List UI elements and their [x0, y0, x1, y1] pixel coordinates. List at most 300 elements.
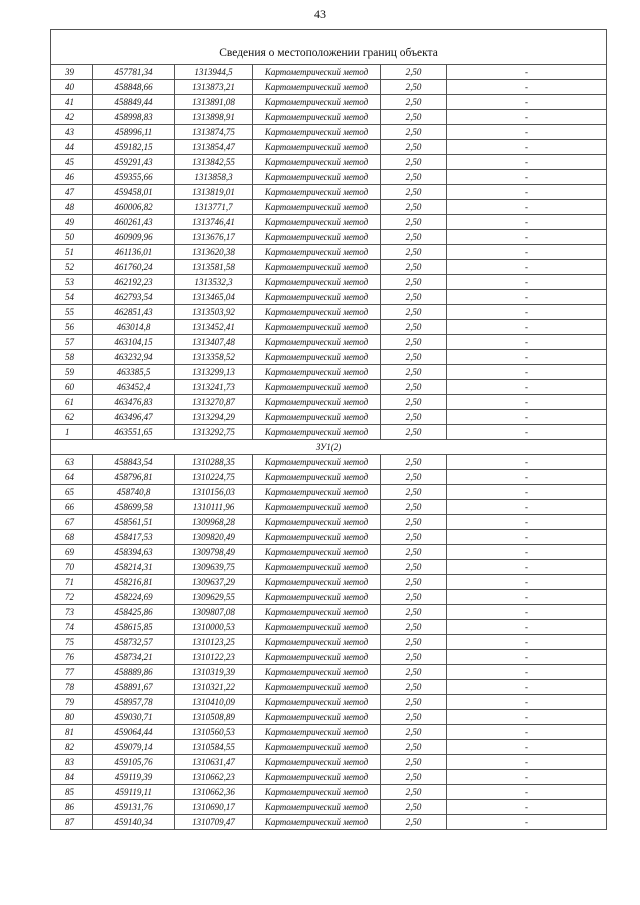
x-coordinate-cell: 458849,44: [93, 95, 175, 110]
x-coordinate-cell: 459079,14: [93, 740, 175, 755]
method-cell: Картометрический метод: [253, 605, 381, 620]
point-number-cell: 70: [51, 560, 93, 575]
table-row: [51, 530, 607, 545]
accuracy-cell: 2,50: [381, 680, 447, 695]
method-cell: Картометрический метод: [253, 230, 381, 245]
title-row: [51, 30, 607, 65]
table-row: [51, 260, 607, 275]
table-row: [51, 80, 607, 95]
y-coordinate-cell: 1313270,87: [175, 395, 253, 410]
extra-cell: -: [447, 725, 607, 740]
table-row: [51, 815, 607, 830]
y-coordinate-cell: 1313294,29: [175, 410, 253, 425]
method-cell: Картометрический метод: [253, 275, 381, 290]
y-coordinate-cell: 1310111,96: [175, 500, 253, 515]
y-coordinate-cell: 1313873,21: [175, 80, 253, 95]
extra-cell: -: [447, 230, 607, 245]
x-coordinate-cell: 461136,01: [93, 245, 175, 260]
extra-cell: -: [447, 215, 607, 230]
method-cell: Картометрический метод: [253, 665, 381, 680]
extra-cell: -: [447, 410, 607, 425]
method-cell: Картометрический метод: [253, 695, 381, 710]
method-cell: Картометрический метод: [253, 575, 381, 590]
table-row: [51, 125, 607, 140]
y-coordinate-cell: 1310709,47: [175, 815, 253, 830]
table-row: [51, 380, 607, 395]
table-row: [51, 650, 607, 665]
table-row: [51, 800, 607, 815]
y-coordinate-cell: 1310319,39: [175, 665, 253, 680]
accuracy-cell: 2,50: [381, 725, 447, 740]
y-coordinate-cell: 1313292,75: [175, 425, 253, 440]
point-number-cell: 46: [51, 170, 93, 185]
y-coordinate-cell: 1310662,23: [175, 770, 253, 785]
accuracy-cell: 2,50: [381, 275, 447, 290]
table-row: [51, 410, 607, 425]
y-coordinate-cell: 1310560,53: [175, 725, 253, 740]
x-coordinate-cell: 458996,11: [93, 125, 175, 140]
extra-cell: -: [447, 380, 607, 395]
table-row: [51, 350, 607, 365]
point-number-cell: 56: [51, 320, 93, 335]
accuracy-cell: 2,50: [381, 155, 447, 170]
accuracy-cell: 2,50: [381, 530, 447, 545]
extra-cell: -: [447, 365, 607, 380]
accuracy-cell: 2,50: [381, 590, 447, 605]
accuracy-cell: 2,50: [381, 365, 447, 380]
extra-cell: -: [447, 560, 607, 575]
extra-cell: -: [447, 125, 607, 140]
table-row: [51, 320, 607, 335]
y-coordinate-cell: 1313842,55: [175, 155, 253, 170]
point-number-cell: 78: [51, 680, 93, 695]
extra-cell: -: [447, 320, 607, 335]
point-number-cell: 87: [51, 815, 93, 830]
x-coordinate-cell: 458615,85: [93, 620, 175, 635]
point-number-cell: 40: [51, 80, 93, 95]
extra-cell: -: [447, 185, 607, 200]
method-cell: Картометрический метод: [253, 470, 381, 485]
table-row: [51, 110, 607, 125]
y-coordinate-cell: 1313898,91: [175, 110, 253, 125]
extra-cell: -: [447, 530, 607, 545]
y-coordinate-cell: 1313465,04: [175, 290, 253, 305]
method-cell: Картометрический метод: [253, 650, 381, 665]
extra-cell: -: [447, 350, 607, 365]
y-coordinate-cell: 1313746,41: [175, 215, 253, 230]
accuracy-cell: 2,50: [381, 455, 447, 470]
method-cell: Картометрический метод: [253, 590, 381, 605]
accuracy-cell: 2,50: [381, 770, 447, 785]
x-coordinate-cell: 459119,39: [93, 770, 175, 785]
y-coordinate-cell: 1309968,28: [175, 515, 253, 530]
extra-cell: -: [447, 710, 607, 725]
extra-cell: -: [447, 605, 607, 620]
extra-cell: -: [447, 650, 607, 665]
point-number-cell: 66: [51, 500, 93, 515]
method-cell: Картометрический метод: [253, 110, 381, 125]
table-row: [51, 545, 607, 560]
method-cell: Картометрический метод: [253, 320, 381, 335]
accuracy-cell: 2,50: [381, 470, 447, 485]
y-coordinate-cell: 1310508,89: [175, 710, 253, 725]
accuracy-cell: 2,50: [381, 575, 447, 590]
accuracy-cell: 2,50: [381, 545, 447, 560]
table-row: [51, 680, 607, 695]
method-cell: Картометрический метод: [253, 770, 381, 785]
point-number-cell: 60: [51, 380, 93, 395]
y-coordinate-cell: 1310000,53: [175, 620, 253, 635]
extra-cell: -: [447, 815, 607, 830]
x-coordinate-cell: 458425,86: [93, 605, 175, 620]
method-cell: Картометрический метод: [253, 545, 381, 560]
table-title: Сведения о местоположении границ объекта: [219, 47, 438, 59]
accuracy-cell: 2,50: [381, 65, 447, 80]
point-number-cell: 64: [51, 470, 93, 485]
accuracy-cell: 2,50: [381, 290, 447, 305]
accuracy-cell: 2,50: [381, 425, 447, 440]
y-coordinate-cell: 1310123,25: [175, 635, 253, 650]
accuracy-cell: 2,50: [381, 335, 447, 350]
y-coordinate-cell: 1313503,92: [175, 305, 253, 320]
x-coordinate-cell: 463452,4: [93, 380, 175, 395]
y-coordinate-cell: 1313581,58: [175, 260, 253, 275]
point-number-cell: 1: [51, 425, 93, 440]
table-row: [51, 425, 607, 440]
extra-cell: -: [447, 65, 607, 80]
point-number-cell: 41: [51, 95, 93, 110]
point-number-cell: 61: [51, 395, 93, 410]
table-row: [51, 740, 607, 755]
y-coordinate-cell: 1313241,73: [175, 380, 253, 395]
y-coordinate-cell: 1310288,35: [175, 455, 253, 470]
accuracy-cell: 2,50: [381, 320, 447, 335]
table-body: [51, 30, 607, 830]
y-coordinate-cell: 1309637,29: [175, 575, 253, 590]
y-coordinate-cell: 1313620,38: [175, 245, 253, 260]
table-row: [51, 470, 607, 485]
point-number-cell: 49: [51, 215, 93, 230]
point-number-cell: 63: [51, 455, 93, 470]
point-number-cell: 62: [51, 410, 93, 425]
accuracy-cell: 2,50: [381, 230, 447, 245]
point-number-cell: 84: [51, 770, 93, 785]
y-coordinate-cell: 1310410,09: [175, 695, 253, 710]
y-coordinate-cell: 1310584,55: [175, 740, 253, 755]
accuracy-cell: 2,50: [381, 395, 447, 410]
method-cell: Картометрический метод: [253, 425, 381, 440]
table-row: [51, 710, 607, 725]
extra-cell: -: [447, 620, 607, 635]
extra-cell: -: [447, 245, 607, 260]
table-row: [51, 725, 607, 740]
x-coordinate-cell: 458216,81: [93, 575, 175, 590]
table-row: [51, 695, 607, 710]
extra-cell: -: [447, 95, 607, 110]
accuracy-cell: 2,50: [381, 95, 447, 110]
x-coordinate-cell: 459030,71: [93, 710, 175, 725]
method-cell: Картометрический метод: [253, 680, 381, 695]
accuracy-cell: 2,50: [381, 260, 447, 275]
x-coordinate-cell: 458734,21: [93, 650, 175, 665]
y-coordinate-cell: 1310631,47: [175, 755, 253, 770]
x-coordinate-cell: 459182,15: [93, 140, 175, 155]
point-number-cell: 42: [51, 110, 93, 125]
method-cell: Картометрический метод: [253, 485, 381, 500]
extra-cell: -: [447, 260, 607, 275]
extra-cell: -: [447, 200, 607, 215]
table-row: [51, 335, 607, 350]
accuracy-cell: 2,50: [381, 200, 447, 215]
extra-cell: -: [447, 140, 607, 155]
method-cell: Картометрический метод: [253, 95, 381, 110]
accuracy-cell: 2,50: [381, 170, 447, 185]
method-cell: Картометрический метод: [253, 785, 381, 800]
extra-cell: -: [447, 455, 607, 470]
table-row: [51, 770, 607, 785]
table-row: [51, 365, 607, 380]
extra-cell: -: [447, 80, 607, 95]
method-cell: Картометрический метод: [253, 290, 381, 305]
extra-cell: -: [447, 305, 607, 320]
extra-cell: -: [447, 800, 607, 815]
point-number-cell: 76: [51, 650, 93, 665]
extra-cell: -: [447, 665, 607, 680]
method-cell: Картометрический метод: [253, 635, 381, 650]
x-coordinate-cell: 459131,76: [93, 800, 175, 815]
point-number-cell: 58: [51, 350, 93, 365]
method-cell: Картометрический метод: [253, 305, 381, 320]
point-number-cell: 59: [51, 365, 93, 380]
point-number-cell: 51: [51, 245, 93, 260]
point-number-cell: 85: [51, 785, 93, 800]
table-row: [51, 140, 607, 155]
x-coordinate-cell: 458394,63: [93, 545, 175, 560]
x-coordinate-cell: 463496,47: [93, 410, 175, 425]
x-coordinate-cell: 458957,78: [93, 695, 175, 710]
x-coordinate-cell: 459458,01: [93, 185, 175, 200]
method-cell: Картометрический метод: [253, 710, 381, 725]
table-row: [51, 500, 607, 515]
extra-cell: -: [447, 155, 607, 170]
x-coordinate-cell: 458214,31: [93, 560, 175, 575]
table-row: [51, 170, 607, 185]
x-coordinate-cell: 459291,43: [93, 155, 175, 170]
accuracy-cell: 2,50: [381, 740, 447, 755]
table-row: [51, 305, 607, 320]
table-row: [51, 230, 607, 245]
accuracy-cell: 2,50: [381, 140, 447, 155]
x-coordinate-cell: 460006,82: [93, 200, 175, 215]
point-number-cell: 48: [51, 200, 93, 215]
extra-cell: -: [447, 635, 607, 650]
point-number-cell: 44: [51, 140, 93, 155]
x-coordinate-cell: 458891,67: [93, 680, 175, 695]
x-coordinate-cell: 462851,43: [93, 305, 175, 320]
method-cell: Картометрический метод: [253, 185, 381, 200]
table-row: [51, 245, 607, 260]
method-cell: Картометрический метод: [253, 455, 381, 470]
table-row: [51, 455, 607, 470]
x-coordinate-cell: 463232,94: [93, 350, 175, 365]
method-cell: Картометрический метод: [253, 800, 381, 815]
point-number-cell: 75: [51, 635, 93, 650]
point-number-cell: 69: [51, 545, 93, 560]
method-cell: Картометрический метод: [253, 350, 381, 365]
method-cell: Картометрический метод: [253, 140, 381, 155]
accuracy-cell: 2,50: [381, 605, 447, 620]
table-row: [51, 590, 607, 605]
accuracy-cell: 2,50: [381, 305, 447, 320]
accuracy-cell: 2,50: [381, 560, 447, 575]
y-coordinate-cell: 1309807,08: [175, 605, 253, 620]
y-coordinate-cell: 1313676,17: [175, 230, 253, 245]
x-coordinate-cell: 458732,57: [93, 635, 175, 650]
x-coordinate-cell: 457781,34: [93, 65, 175, 80]
y-coordinate-cell: 1313299,13: [175, 365, 253, 380]
point-number-cell: 54: [51, 290, 93, 305]
table-row: [51, 155, 607, 170]
accuracy-cell: 2,50: [381, 500, 447, 515]
x-coordinate-cell: 462793,54: [93, 290, 175, 305]
point-number-cell: 53: [51, 275, 93, 290]
accuracy-cell: 2,50: [381, 695, 447, 710]
method-cell: Картометрический метод: [253, 365, 381, 380]
y-coordinate-cell: 1313854,47: [175, 140, 253, 155]
accuracy-cell: 2,50: [381, 380, 447, 395]
accuracy-cell: 2,50: [381, 185, 447, 200]
table-row: [51, 575, 607, 590]
x-coordinate-cell: 458561,51: [93, 515, 175, 530]
method-cell: Картометрический метод: [253, 170, 381, 185]
accuracy-cell: 2,50: [381, 215, 447, 230]
table-row: [51, 215, 607, 230]
method-cell: Картометрический метод: [253, 260, 381, 275]
y-coordinate-cell: 1313452,41: [175, 320, 253, 335]
extra-cell: -: [447, 290, 607, 305]
x-coordinate-cell: 458740,8: [93, 485, 175, 500]
y-coordinate-cell: 1313874,75: [175, 125, 253, 140]
accuracy-cell: 2,50: [381, 620, 447, 635]
y-coordinate-cell: 1310156,03: [175, 485, 253, 500]
point-number-cell: 57: [51, 335, 93, 350]
y-coordinate-cell: 1310321,22: [175, 680, 253, 695]
point-number-cell: 73: [51, 605, 93, 620]
accuracy-cell: 2,50: [381, 515, 447, 530]
point-number-cell: 43: [51, 125, 93, 140]
point-number-cell: 47: [51, 185, 93, 200]
x-coordinate-cell: 460261,43: [93, 215, 175, 230]
y-coordinate-cell: 1310224,75: [175, 470, 253, 485]
extra-cell: -: [447, 425, 607, 440]
extra-cell: -: [447, 500, 607, 515]
x-coordinate-cell: 458889,86: [93, 665, 175, 680]
y-coordinate-cell: 1310690,17: [175, 800, 253, 815]
x-coordinate-cell: 463014,8: [93, 320, 175, 335]
point-number-cell: 55: [51, 305, 93, 320]
accuracy-cell: 2,50: [381, 785, 447, 800]
point-number-cell: 79: [51, 695, 93, 710]
extra-cell: -: [447, 170, 607, 185]
accuracy-cell: 2,50: [381, 485, 447, 500]
extra-cell: -: [447, 275, 607, 290]
table-row: [51, 200, 607, 215]
x-coordinate-cell: 463476,83: [93, 395, 175, 410]
table-row: [51, 755, 607, 770]
point-number-cell: 39: [51, 65, 93, 80]
x-coordinate-cell: 460909,96: [93, 230, 175, 245]
method-cell: Картометрический метод: [253, 200, 381, 215]
method-cell: Картометрический метод: [253, 80, 381, 95]
accuracy-cell: 2,50: [381, 710, 447, 725]
method-cell: Картометрический метод: [253, 620, 381, 635]
method-cell: Картометрический метод: [253, 380, 381, 395]
x-coordinate-cell: 459119,11: [93, 785, 175, 800]
extra-cell: -: [447, 470, 607, 485]
point-number-cell: 65: [51, 485, 93, 500]
x-coordinate-cell: 458998,83: [93, 110, 175, 125]
table-row: [51, 785, 607, 800]
extra-cell: -: [447, 680, 607, 695]
accuracy-cell: 2,50: [381, 110, 447, 125]
method-cell: Картометрический метод: [253, 215, 381, 230]
y-coordinate-cell: 1309639,75: [175, 560, 253, 575]
point-number-cell: 45: [51, 155, 93, 170]
table-row: [51, 290, 607, 305]
accuracy-cell: 2,50: [381, 410, 447, 425]
table-row: [51, 635, 607, 650]
method-cell: Картометрический метод: [253, 245, 381, 260]
method-cell: Картометрический метод: [253, 500, 381, 515]
extra-cell: -: [447, 335, 607, 350]
accuracy-cell: 2,50: [381, 800, 447, 815]
y-coordinate-cell: 1309629,55: [175, 590, 253, 605]
x-coordinate-cell: 459105,76: [93, 755, 175, 770]
y-coordinate-cell: 1309798,49: [175, 545, 253, 560]
y-coordinate-cell: 1309820,49: [175, 530, 253, 545]
accuracy-cell: 2,50: [381, 665, 447, 680]
y-coordinate-cell: 1313891,08: [175, 95, 253, 110]
x-coordinate-cell: 462192,23: [93, 275, 175, 290]
point-number-cell: 67: [51, 515, 93, 530]
extra-cell: -: [447, 575, 607, 590]
boundary-table-sheet: [50, 29, 606, 830]
extra-cell: -: [447, 395, 607, 410]
method-cell: Картометрический метод: [253, 530, 381, 545]
x-coordinate-cell: 463385,5: [93, 365, 175, 380]
method-cell: Картометрический метод: [253, 515, 381, 530]
point-number-cell: 81: [51, 725, 93, 740]
x-coordinate-cell: 461760,24: [93, 260, 175, 275]
y-coordinate-cell: 1313532,3: [175, 275, 253, 290]
x-coordinate-cell: 463551,65: [93, 425, 175, 440]
y-coordinate-cell: 1313819,01: [175, 185, 253, 200]
point-number-cell: 80: [51, 710, 93, 725]
point-number-cell: 77: [51, 665, 93, 680]
point-number-cell: 74: [51, 620, 93, 635]
method-cell: Картометрический метод: [253, 755, 381, 770]
table-row: [51, 95, 607, 110]
point-number-cell: 68: [51, 530, 93, 545]
x-coordinate-cell: 463104,15: [93, 335, 175, 350]
y-coordinate-cell: 1313858,3: [175, 170, 253, 185]
accuracy-cell: 2,50: [381, 245, 447, 260]
x-coordinate-cell: 459140,34: [93, 815, 175, 830]
y-coordinate-cell: 1313771,7: [175, 200, 253, 215]
extra-cell: -: [447, 515, 607, 530]
section-row: [51, 440, 607, 455]
accuracy-cell: 2,50: [381, 755, 447, 770]
